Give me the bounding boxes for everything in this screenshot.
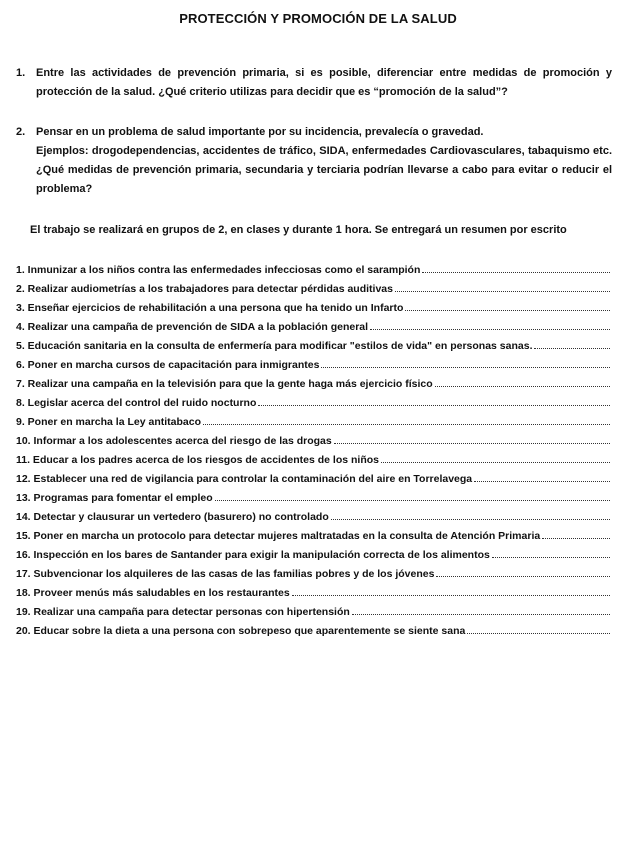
question-number: 1.	[16, 67, 26, 79]
question-text: Pensar en un problema de salud importante por su incidencia, prevalecía o gravedad.	[36, 126, 484, 138]
list-item-text: 16. Inspección en los bares de Santander para exigir la manipulación correcta de los alimentos	[16, 549, 490, 561]
list-item-text: 14. Detectar y clausurar un vertedero (basurero) no controlado	[16, 511, 329, 523]
question-1	[16, 64, 612, 102]
list-item-text: 10. Informar a los adolescentes acerca del riesgo de las drogas	[16, 435, 332, 447]
list-item-text: 1. Inmunizar a los niños contra las enfermedades infecciosas como el sarampión	[16, 264, 421, 276]
answer-line[interactable]	[422, 262, 610, 273]
list-item	[16, 395, 610, 414]
answer-line[interactable]	[334, 433, 610, 444]
answer-line[interactable]	[352, 604, 610, 615]
question-examples: Ejemplos: drogodependencias, accidentes de tráfico, SIDA, enfermedades Cardiovasculares, tabaquismo etc. ¿Qué medidas de prevención primaria, secundaria y terciaria podrían llevarse a cabo para evitar o reducir el problema?	[36, 145, 612, 195]
list-item	[16, 300, 610, 319]
activity-list	[16, 262, 610, 642]
list-item-text: 9. Poner en marcha la Ley antitabaco	[16, 416, 201, 428]
list-item-text: 18. Proveer menús más saludables en los restaurantes	[16, 587, 290, 599]
list-item-text: 11. Educar a los padres acerca de los riesgos de accidentes de los niños	[16, 454, 379, 466]
question-number: 2.	[16, 126, 26, 138]
question-text: Entre las actividades de prevención primaria, si es posible, diferenciar entre medidas de promoción y protección de la salud. ¿Qué criterio utilizas para decidir que es “promoción de la salud”?	[36, 67, 612, 98]
list-item	[16, 604, 610, 623]
answer-line[interactable]	[292, 585, 610, 596]
list-item-text: 19. Realizar una campaña para detectar personas con hipertensión	[16, 606, 350, 618]
list-item	[16, 433, 610, 452]
answer-line[interactable]	[474, 471, 610, 482]
list-item	[16, 585, 610, 604]
list-item	[16, 566, 610, 585]
answer-line[interactable]	[321, 357, 610, 368]
list-item	[16, 452, 610, 471]
list-item	[16, 338, 610, 357]
list-item-text: 13. Programas para fomentar el empleo	[16, 492, 213, 504]
answer-line[interactable]	[258, 395, 610, 406]
list-item	[16, 281, 610, 300]
answer-line[interactable]	[435, 376, 610, 387]
list-item-text: 4. Realizar una campaña de prevención de SIDA a la población general	[16, 321, 369, 333]
list-item-text: 12. Establecer una red de vigilancia para controlar la contaminación del aire en Torrelavega	[16, 473, 473, 485]
list-item-text: 7. Realizar una campaña en la televisión para que la gente haga más ejercicio físico	[16, 378, 433, 390]
list-item-text: 6. Poner en marcha cursos de capacitación para inmigrantes	[16, 359, 320, 371]
list-item-text: 5. Educación sanitaria en la consulta de enfermería para modificar "estilos de vida" en personas sanas.	[16, 340, 533, 352]
list-item	[16, 623, 610, 642]
list-item-text: 3. Enseñar ejercicios de rehabilitación a una persona que ha tenido un Infarto	[16, 302, 404, 314]
list-item	[16, 319, 610, 338]
answer-line[interactable]	[542, 528, 610, 539]
list-item	[16, 262, 610, 281]
answer-line[interactable]	[215, 490, 610, 501]
answer-line[interactable]	[370, 319, 610, 330]
list-item	[16, 376, 610, 395]
answer-line[interactable]	[395, 281, 610, 292]
list-item-text: 17. Subvencionar los alquileres de las casas de las familias pobres y de los jóvenes	[16, 568, 435, 580]
answer-line[interactable]	[492, 547, 610, 558]
answer-line[interactable]	[534, 338, 610, 349]
list-item-text: 20. Educar sobre la dieta a una persona con sobrepeso que aparentemente se siente sana	[16, 625, 466, 637]
list-item	[16, 490, 610, 509]
list-item	[16, 547, 610, 566]
answer-line[interactable]	[436, 566, 610, 577]
list-item-text: 15. Poner en marcha un protocolo para detectar mujeres maltratadas en la consulta de Atención Primaria	[16, 530, 541, 542]
answer-line[interactable]	[467, 623, 610, 634]
list-item	[16, 357, 610, 376]
answer-line[interactable]	[331, 509, 610, 520]
question-2	[16, 123, 612, 199]
instructions-note: El trabajo se realizará en grupos de 2, en clases y durante 1 hora. Se entregará un resumen por escrito	[30, 224, 567, 236]
answer-line[interactable]	[203, 414, 610, 425]
list-item	[16, 528, 610, 547]
answer-line[interactable]	[405, 300, 610, 311]
document-title: PROTECCIÓN Y PROMOCIÓN DE LA SALUD	[179, 11, 457, 26]
list-item-text: 2. Realizar audiometrías a los trabajadores para detectar pérdidas auditivas	[16, 283, 393, 295]
list-item	[16, 471, 610, 490]
list-item-text: 8. Legislar acerca del control del ruido nocturno	[16, 397, 257, 409]
list-item	[16, 414, 610, 433]
answer-line[interactable]	[381, 452, 610, 463]
list-item	[16, 509, 610, 528]
